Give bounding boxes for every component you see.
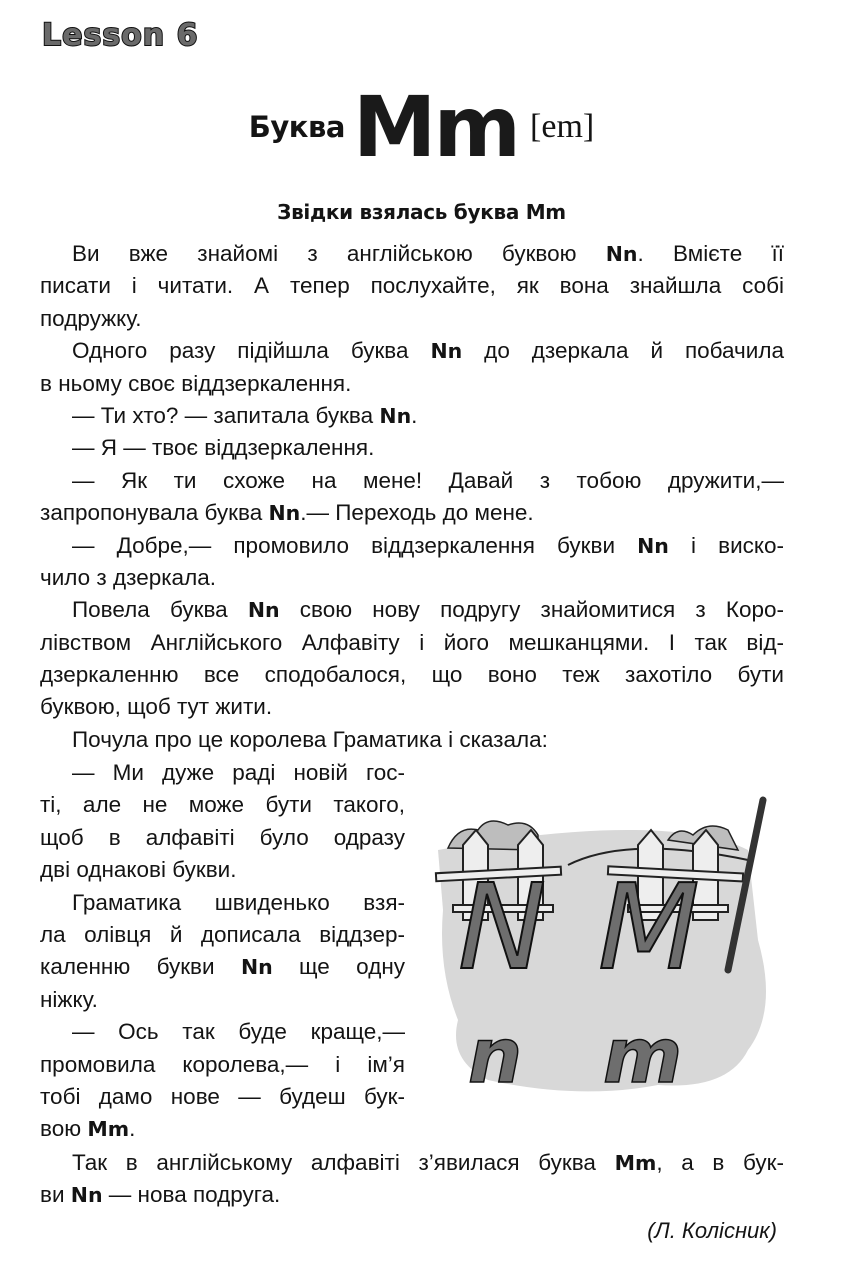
letter-name-bold: Mm <box>87 1117 130 1142</box>
story-title: Звідки взялась буква Mm <box>277 200 566 224</box>
text-segment: ніжку. <box>40 986 98 1012</box>
text-segment: . <box>129 1116 136 1142</box>
text-segment: лівством Англійського Алфавіту і його мешканцями. І так від- <box>40 629 784 655</box>
text-segment: в ньому своє віддзеркалення. <box>40 370 352 396</box>
paragraph-line <box>40 984 406 1016</box>
text-segment: чило з дзеркала. <box>40 564 216 590</box>
text-segment: до дзеркала й побачила <box>462 338 784 364</box>
paragraph-line <box>40 594 785 626</box>
text-segment: . <box>411 402 418 428</box>
paragraph-line <box>40 1147 785 1179</box>
paragraph-line <box>40 335 785 367</box>
illustration-letter-N: N <box>458 858 547 996</box>
text-segment: запропонувала буква <box>40 500 269 526</box>
text-segment: Почула про це королева Граматика і сказала: <box>72 726 548 752</box>
letter-name-bold: Nn <box>637 533 669 558</box>
paragraph-line <box>40 691 785 723</box>
paragraph-line <box>40 1016 406 1048</box>
text-segment: ла олівця й дописала віддзер- <box>40 921 405 947</box>
story-text-bottom <box>40 1147 785 1212</box>
paragraph-line <box>40 887 406 919</box>
text-segment: Одного разу підійшла буква <box>72 338 431 364</box>
text-segment: Ви вже знайомі з англійською буквою <box>72 241 606 266</box>
paragraph-line <box>40 724 785 756</box>
letter-name-bold: Nn <box>247 598 280 623</box>
author-credit: (Л. Колісник) <box>647 1218 777 1243</box>
text-segment: — Ми дуже раді новій гос- <box>72 760 405 785</box>
text-segment: ще одну <box>272 954 405 980</box>
text-segment: ті, але не може бути такого, <box>40 792 405 818</box>
letter-name-bold: Nn <box>240 955 273 980</box>
title-word: Буква <box>248 110 345 144</box>
text-segment: дві однакові букви. <box>40 857 237 883</box>
title-letter: Mm <box>352 78 519 176</box>
letter-name-bold: Nn <box>70 1183 103 1208</box>
paragraph-line <box>40 627 785 659</box>
text-segment: — Ти хто? — запитала буква <box>72 402 380 428</box>
paragraph-line <box>40 465 785 497</box>
paragraph-line <box>40 270 785 302</box>
page-title <box>0 78 843 176</box>
text-segment: .— Переходь до мене. <box>300 500 534 526</box>
paragraph-line <box>40 368 785 400</box>
paragraph-line <box>40 562 785 594</box>
letter-name-bold: Nn <box>379 403 412 428</box>
paragraph-line <box>40 659 785 691</box>
paragraph-line <box>40 822 406 854</box>
paragraph-line <box>40 1081 406 1113</box>
text-segment: — нова подруга. <box>102 1182 281 1208</box>
text-segment: ви <box>40 1182 71 1208</box>
paragraph-line <box>40 1113 406 1145</box>
text-segment: каленню букви <box>40 954 241 980</box>
text-segment: дзеркаленню все сподобалося, що воно теж захотіло бути <box>40 662 784 688</box>
story-text-narrow <box>40 757 406 1146</box>
illustration-letter-n: n <box>468 1011 523 1100</box>
text-segment: — Я — твоє віддзеркалення. <box>72 435 375 461</box>
text-segment: писати і читати. А тепер послухайте, як вона знайшла собі <box>40 273 784 299</box>
paragraph-line <box>40 238 785 270</box>
illustration-letter-m: m <box>603 1011 683 1100</box>
text-segment: Граматика швиденько взя- <box>72 889 405 915</box>
paragraph-line <box>40 1179 785 1211</box>
paragraph-line <box>40 400 785 432</box>
letter-name-bold: Nn <box>605 242 638 266</box>
paragraph-line <box>40 432 785 464</box>
story-text-top <box>40 238 785 756</box>
text-segment: . Вмієте її <box>637 241 784 266</box>
text-segment: — Добре,— промовило віддзеркалення букви <box>72 532 638 558</box>
letter-name-bold: Nn <box>430 339 463 364</box>
text-segment: буквою, щоб тут жити. <box>40 694 273 720</box>
text-segment: вою <box>40 1116 88 1142</box>
paragraph-line <box>40 919 406 951</box>
text-segment: промовила королева,— і ім’я <box>40 1051 405 1077</box>
text-segment: — Як ти схоже на мене! Давай з тобою дружити,— <box>72 467 784 493</box>
text-segment: щоб в алфавіті було одразу <box>40 824 405 850</box>
text-segment: , а в бук- <box>656 1150 784 1175</box>
lesson-heading: Lesson 6 <box>42 18 199 53</box>
text-segment: і виско- <box>668 532 784 558</box>
paragraph-line <box>40 530 785 562</box>
text-segment: Повела буква <box>72 597 248 623</box>
letter-name-bold: Nn <box>268 501 301 526</box>
text-segment: — Ось так буде краще,— <box>72 1019 405 1045</box>
text-segment: свою нову подругу знайомитися з Коро- <box>279 597 784 623</box>
letter-name-bold: Mm <box>614 1151 657 1175</box>
paragraph-line <box>40 1049 406 1081</box>
paragraph-line <box>40 757 406 789</box>
text-segment: тобі дамо нове — будеш бук- <box>40 1083 405 1109</box>
paragraph-line <box>40 789 406 821</box>
illustration-letter-M: M <box>598 858 700 996</box>
letters-illustration <box>428 790 778 1100</box>
paragraph-line <box>40 854 406 886</box>
paragraph-line <box>40 951 406 983</box>
text-segment: Так в англійському алфавіті з’явилася буква <box>72 1150 615 1175</box>
paragraph-line <box>40 497 785 529</box>
title-transcription: [em] <box>530 108 595 145</box>
text-segment: подружку. <box>40 305 142 331</box>
paragraph-line <box>40 303 785 335</box>
